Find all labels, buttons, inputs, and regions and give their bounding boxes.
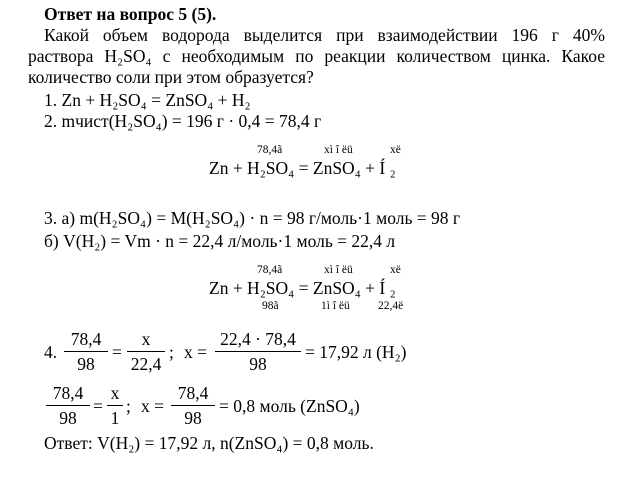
eq2-above-salt: xì î ëü	[324, 264, 353, 276]
s5-frac3-num: 78,4	[177, 383, 209, 403]
step-1: 1. Zn + H₂SO₄ = ZnSO₄ + H₂	[44, 90, 251, 110]
s4-frac3-num: 22,4 · 78,4	[220, 329, 296, 349]
equation-2: Zn + H₂SO₄ = ZnSO₄ + Í ₂	[209, 278, 396, 298]
s5-frac2-den: 1	[110, 408, 120, 428]
step-2: 2. mчист(H₂SO₄) = 196 г · 0,4 = 78,4 г	[44, 111, 322, 131]
s5-frac1-den: 98	[59, 408, 77, 428]
s4-frac3-bar	[215, 351, 301, 352]
eq2-below-salt: 1ì î ëü	[321, 300, 350, 312]
question-line-2: раствора H₂SO₄ с необходимым по реакции количеством цинка. Какое	[28, 46, 605, 66]
s5-result: = 0,8 моль (ZnSO₄)	[219, 396, 360, 416]
eq1-above-acid: 78,4ã	[257, 144, 283, 156]
eq1-above-salt: xì î ëü	[324, 144, 353, 156]
s5-equals-1: =	[93, 396, 103, 416]
s5-frac1-num: 78,4	[52, 383, 84, 403]
s5-separator: ;	[126, 396, 131, 416]
s5-frac3-den: 98	[184, 408, 202, 428]
title: Ответ на вопрос 5 (5).	[44, 4, 217, 24]
s4-frac2-num: x	[141, 329, 151, 349]
eq2-below-gas: 22,4ë	[378, 300, 404, 312]
step-3a: 3. а) m(H₂SO₄) = M(H₂SO₄) · n = 98 г/моль·1 моль = 98 г	[44, 208, 461, 228]
s4-result: = 17,92 л (H₂)	[305, 342, 407, 362]
question-line-1: Какой объем водорода выделится при взаимодействии 196 г 40%	[44, 25, 605, 45]
s4-separator: ;	[169, 342, 174, 362]
eq2-above-gas: xë	[390, 264, 401, 276]
s4-frac1-bar	[64, 351, 108, 352]
s5-frac1-bar	[46, 405, 90, 406]
eq2-above-acid: 78,4ã	[257, 264, 283, 276]
s5-frac2-num: x	[110, 383, 120, 403]
s4-frac3-den: 98	[249, 354, 267, 374]
s5-frac2-bar	[107, 405, 123, 406]
equation-1: Zn + H₂SO₄ = ZnSO₄ + Í ₂	[209, 158, 396, 178]
s5-x-equals: x =	[141, 396, 164, 416]
eq1-above-gas: xë	[390, 144, 401, 156]
s4-equals-1: =	[112, 342, 122, 362]
question-line-3: количество соли при этом образуется?	[28, 67, 314, 87]
s4-x-equals: x =	[184, 342, 207, 362]
s4-frac1-den: 98	[77, 354, 95, 374]
s4-frac2-bar	[127, 351, 165, 352]
s4-frac1-num: 78,4	[70, 329, 102, 349]
step-3b: б) V(H₂) = Vm · n = 22,4 л/моль·1 моль = 22,4 л	[44, 231, 396, 251]
s5-frac3-bar	[171, 405, 215, 406]
step-4-label: 4.	[44, 342, 58, 362]
eq2-below-acid: 98ã	[262, 300, 279, 312]
answer-line: Ответ: V(H₂) = 17,92 л, n(ZnSO₄) = 0,8 моль.	[44, 433, 374, 453]
s4-frac2-den: 22,4	[130, 354, 162, 374]
